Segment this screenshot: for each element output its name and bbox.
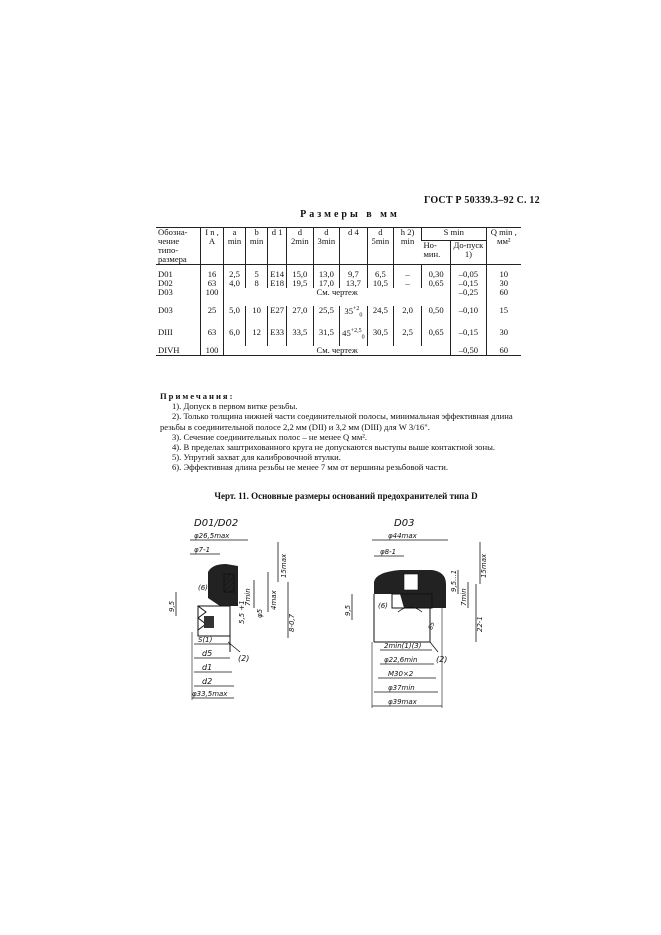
- svg-text:8-0,7: 8-0,7: [288, 613, 296, 632]
- table-row: D02 63 4,0 8 E18 19,5 17,0 13,7 10,5 – 0,65 –0,15 30: [156, 279, 521, 288]
- note-item: 5). Упругий захват для калибровочной втулки.: [172, 452, 341, 463]
- table-row: DIII 63 6,0 12 E33 33,5 31,5 $45^{+2,5}_0$ 30,5 2,5 0,65 –0,15 30: [156, 328, 521, 346]
- col-d3min: d 3min: [313, 228, 340, 265]
- svg-text:(6): (6): [198, 584, 208, 592]
- table-row: D03 100 См. чертеж –0,25 60: [156, 288, 521, 306]
- col-bmin: b min: [246, 228, 268, 265]
- svg-text:φ5: φ5: [256, 608, 264, 618]
- dimensions-table: [156, 227, 521, 356]
- svg-text:(2): (2): [436, 655, 448, 664]
- col-in: I n , A: [201, 228, 224, 265]
- col-amin: a min: [224, 228, 246, 265]
- note-item: 1). Допуск в первом витке резьбы.: [172, 401, 298, 412]
- notes-title: Примечания:: [160, 391, 235, 401]
- drawing-d01-d02: [168, 512, 308, 752]
- col-qmin: Q min , мм²: [486, 228, 521, 265]
- svg-text:φ44max: φ44max: [388, 532, 417, 540]
- svg-text:85: 85: [427, 621, 437, 631]
- col-d5min: d 5min: [367, 228, 394, 265]
- svg-text:(2): (2): [238, 654, 250, 663]
- note-item: 6). Эффективная длина резьбы не менее 7 мм от вершины резьбовой части.: [172, 462, 448, 473]
- page-header: ГОСТ Р 50339.3–92 С. 12: [424, 195, 540, 206]
- figure-caption: Черт. 11. Основные размеры оснований предохранителей типа D: [214, 491, 478, 501]
- svg-text:7min: 7min: [244, 588, 252, 606]
- note-item: 2). Только толщина нижней части соединительной полосы, минимальная эффективная длина резьбы в соединительной полосе 2,2 мм (DII) и 3,2 мм (DIII) для W 3/16".: [160, 411, 513, 432]
- svg-text:9,5: 9,5: [168, 600, 176, 612]
- col-d2min: d 2min: [287, 228, 314, 265]
- svg-text:7min: 7min: [460, 588, 468, 606]
- svg-text:2min(1)(3): 2min(1)(3): [384, 642, 422, 650]
- svg-text:(6): (6): [378, 602, 388, 610]
- svg-text:15max: 15max: [280, 553, 288, 578]
- svg-text:9,5...1: 9,5...1: [450, 569, 458, 592]
- notes: [160, 391, 532, 473]
- table-caption: Размеры в мм: [300, 209, 400, 220]
- col-h: h 2) min: [394, 228, 422, 265]
- drawing-title: D01/D02: [194, 518, 239, 529]
- svg-text:φ37min: φ37min: [388, 684, 415, 692]
- svg-text:d5: d5: [202, 649, 213, 658]
- svg-text:φ7-1: φ7-1: [194, 546, 211, 554]
- col-tolerance: До-пуск 1): [451, 240, 486, 264]
- col-designation: Обозна-чение типо-размера: [156, 228, 201, 265]
- svg-text:φ33,5max: φ33,5max: [192, 690, 228, 698]
- svg-text:d1: d1: [202, 663, 213, 672]
- note-item: 3). Сечение соединительных полос – не менее Q мм².: [172, 431, 368, 442]
- svg-text:φ22,6min: φ22,6min: [384, 656, 418, 664]
- svg-text:φ39max: φ39max: [388, 698, 417, 706]
- table-row: DIVH 100 См. чертеж –0,50 60: [156, 346, 521, 356]
- col-smin: S min: [421, 228, 486, 241]
- note-item: 4). В пределах заштрихованного круга не допускаются выступы выше контактной зоны.: [172, 442, 496, 453]
- col-nominal: Но-мин.: [421, 240, 450, 264]
- svg-text:22-1: 22-1: [476, 616, 484, 632]
- col-d4: d 4: [340, 228, 367, 265]
- drawing-title: D03: [394, 518, 415, 529]
- drawing-d03: [340, 512, 500, 762]
- table-row: D03 25 5,0 10 E27 27,0 25,5 $35^{+2}_0$ 24,5 2,0 0,50 –0,10 15: [156, 306, 521, 328]
- svg-text:5,5 +1: 5,5 +1: [238, 600, 246, 624]
- col-d1: d 1: [268, 228, 287, 265]
- svg-text:d2: d2: [202, 677, 213, 686]
- svg-text:9,5: 9,5: [344, 604, 352, 616]
- svg-text:φ8-1: φ8-1: [380, 548, 397, 556]
- svg-text:4max: 4max: [270, 590, 278, 610]
- svg-text:φ26,5max: φ26,5max: [194, 532, 230, 540]
- svg-text:M30×2: M30×2: [388, 670, 414, 678]
- svg-text:15max: 15max: [480, 553, 488, 578]
- svg-text:S(1): S(1): [198, 636, 213, 644]
- table-row: D01 16 2,5 5 E14 15,0 13,0 9,7 6,5 – 0,30 –0,05 10: [156, 270, 521, 279]
